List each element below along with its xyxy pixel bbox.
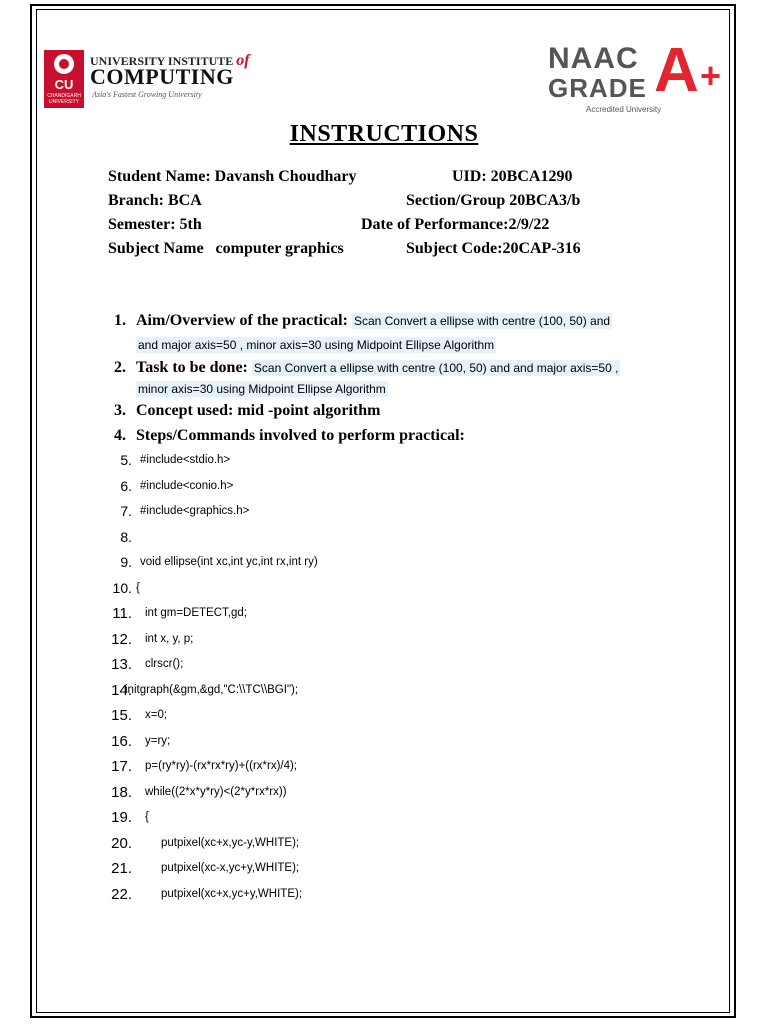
task-text-line1: Scan Convert a ellipse with centre (100, 50) and and major axis=50 , bbox=[253, 361, 619, 375]
code-line-text: p=(ry*ry)-(rx*rx*ry)+((rx*rx)/4); bbox=[145, 760, 298, 772]
task-text-line2-wrap bbox=[136, 380, 388, 398]
aim-text-line1: Scan Convert a ellipse with centre (100, 50) and bbox=[353, 314, 611, 328]
code-line-text: putpixel(xc+x,yc-y,WHITE); bbox=[161, 836, 300, 849]
branch: Branch: BCA bbox=[108, 192, 202, 209]
uic-tagline: Asia's Fastest Growing University bbox=[92, 90, 202, 99]
code-line-number: 6. bbox=[120, 477, 132, 494]
code-line-text: #include<graphics.h> bbox=[140, 505, 250, 517]
code-line-text: void ellipse(int xc,int yc,int rx,int ry) bbox=[140, 556, 318, 568]
uid: UID: 20BCA1290 bbox=[452, 168, 573, 185]
code-line-text: { bbox=[136, 581, 140, 594]
semester: Semester: 5th bbox=[108, 216, 202, 233]
cu-badge-sub: CHANDIGARH UNIVERSITY bbox=[47, 93, 81, 105]
task-label: Task to be done: Scan Convert a ellipse with centre (100, 50) and and major axis=50 , bbox=[136, 359, 619, 376]
grade-plus: + bbox=[700, 55, 722, 96]
code-line-number: 11. bbox=[112, 605, 132, 622]
code-line-number: 18. bbox=[111, 783, 132, 801]
code-line-number: 5. bbox=[120, 452, 132, 468]
cu-emblem-icon bbox=[54, 54, 74, 74]
cu-badge-text: CU bbox=[54, 77, 74, 92]
item-number: 1. bbox=[114, 312, 126, 329]
accredited-text: Accredited University bbox=[586, 105, 662, 114]
aim-label: Aim/Overview of the practical: Scan Convert a ellipse with centre (100, 50) and bbox=[136, 312, 611, 329]
code-line-number: 13. bbox=[111, 656, 132, 673]
code-line-text: int x, y, p; bbox=[145, 632, 194, 645]
steps-label: Steps/Commands involved to perform practical: bbox=[136, 427, 465, 444]
code-line-number: 9. bbox=[120, 554, 132, 570]
date-of-performance: Date of Performance:2/9/22 bbox=[361, 216, 550, 233]
page-title: INSTRUCTIONS bbox=[289, 121, 479, 147]
grade-text: GRADE bbox=[548, 73, 647, 103]
code-line-number: 19. bbox=[111, 809, 132, 826]
aim-text-line2: and major axis=50 , minor axis=30 using Midpoint Ellipse Algorithm bbox=[138, 338, 495, 352]
uic-line2: COMPUTING bbox=[90, 64, 234, 89]
code-line-number: 17. bbox=[111, 758, 132, 775]
code-line-number: 16. bbox=[111, 732, 132, 750]
code-line-text: y=ry; bbox=[145, 734, 171, 747]
code-line-text: #include<stdio.h> bbox=[140, 454, 231, 466]
uic-line1: UNIVERSITY INSTITUTE of bbox=[90, 52, 250, 69]
code-line-text: #include<conio.h> bbox=[140, 479, 234, 492]
student-name: Student Name: Davansh Choudhary bbox=[108, 168, 357, 185]
item-number: 2. bbox=[114, 359, 126, 376]
concept-label: Concept used: mid -point algorithm bbox=[136, 402, 381, 419]
code-line-text: putpixel(xc-x,yc+y,WHITE); bbox=[161, 862, 300, 874]
code-line-number: 15. bbox=[111, 707, 132, 724]
code-line-number: 22. bbox=[111, 885, 132, 903]
code-line-number: 14. bbox=[111, 681, 132, 699]
code-line-text: { bbox=[145, 811, 149, 823]
code-line-text: clrscr(); bbox=[145, 658, 184, 670]
item-number: 4. bbox=[114, 427, 126, 444]
aim-text-line2-wrap bbox=[136, 336, 496, 354]
cu-logo bbox=[44, 50, 84, 108]
code-line-text: initgraph(&gm,&gd,"C:\\TC\\BGI"); bbox=[125, 683, 299, 696]
code-line-number: 20. bbox=[111, 834, 132, 852]
item-number: 3. bbox=[114, 402, 126, 419]
code-line-number: 12. bbox=[111, 630, 132, 648]
grade-letter: A bbox=[654, 36, 699, 105]
code-line-text: int gm=DETECT,gd; bbox=[145, 607, 247, 619]
code-line-text: while((2*x*y*ry)<(2*y*rx*rx)) bbox=[145, 785, 287, 798]
code-line-text: x=0; bbox=[145, 709, 168, 721]
code-line-number: 8. bbox=[120, 528, 132, 545]
task-text-line2: minor axis=30 using Midpoint Ellipse Algorithm bbox=[138, 382, 386, 396]
code-line-number: 21. bbox=[111, 860, 132, 877]
code-line-number: 10. bbox=[112, 579, 132, 596]
subject-code: Subject Code:20CAP-316 bbox=[406, 240, 581, 257]
subject-name: Subject Name computer graphics bbox=[108, 240, 344, 257]
code-line-text: putpixel(xc+x,yc+y,WHITE); bbox=[161, 887, 303, 900]
code-line-number: 7. bbox=[120, 503, 132, 519]
naac-text: NAAC bbox=[548, 42, 639, 75]
section-group: Section/Group 20BCA3/b bbox=[406, 192, 581, 209]
